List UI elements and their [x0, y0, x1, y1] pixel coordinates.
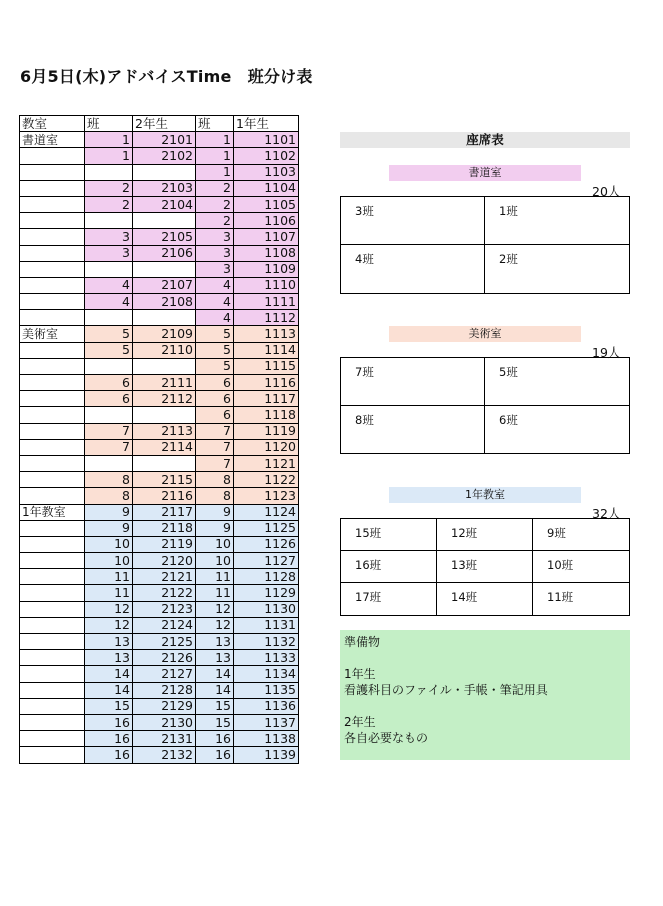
room-cell [20, 245, 85, 261]
grade2-group-cell: 8 [85, 488, 133, 504]
grade1-student-cell: 1123 [234, 488, 299, 504]
seat-group-cell: 9班 [533, 519, 629, 551]
grade2-student-cell: 2118 [133, 520, 196, 536]
room-cell [20, 294, 85, 310]
grade1-group-cell: 2 [196, 180, 234, 196]
room-cell [20, 164, 85, 180]
grade2-group-cell: 16 [85, 747, 133, 763]
room-cell [20, 601, 85, 617]
grade1-group-cell: 14 [196, 666, 234, 682]
grade2-group-cell: 7 [85, 439, 133, 455]
grade1-student-cell: 1131 [234, 617, 299, 633]
grade1-group-cell: 4 [196, 310, 234, 326]
table-header-row [20, 116, 299, 132]
table-row [20, 148, 299, 164]
grade2-student-cell: 2105 [133, 229, 196, 245]
grade1-group-cell: 13 [196, 634, 234, 650]
seat-group-cell: 17班 [341, 583, 437, 615]
table-row [20, 585, 299, 601]
grade1-student-cell: 1120 [234, 439, 299, 455]
room-cell [20, 148, 85, 164]
grade1-student-cell: 1122 [234, 472, 299, 488]
room-cell [20, 747, 85, 763]
grade2-student-cell: 2123 [133, 601, 196, 617]
grade1-student-cell: 1117 [234, 391, 299, 407]
grade1-group-cell: 11 [196, 569, 234, 585]
grade1-student-cell: 1137 [234, 714, 299, 730]
grade1-group-cell: 9 [196, 504, 234, 520]
grade2-group-cell: 7 [85, 423, 133, 439]
preparation-heading: 準備物 [344, 635, 381, 649]
grade1-group-cell: 12 [196, 601, 234, 617]
grade1-student-cell: 1136 [234, 698, 299, 714]
grade2-group-cell: 10 [85, 536, 133, 552]
room-cell [20, 342, 85, 358]
room-cell [20, 358, 85, 374]
grade1-group-cell: 14 [196, 682, 234, 698]
table-row [20, 261, 299, 277]
grade2-group-cell [85, 455, 133, 471]
grade2-student-cell: 2103 [133, 180, 196, 196]
header-grade-1: 1年生 [234, 116, 299, 132]
grade1-group-cell: 5 [196, 358, 234, 374]
grade1-group-cell: 2 [196, 213, 234, 229]
grade2-group-cell: 6 [85, 375, 133, 391]
grade1-group-cell: 4 [196, 277, 234, 293]
seat-group-cell: 14班 [437, 583, 533, 615]
grade1-student-cell: 1103 [234, 164, 299, 180]
grade2-student-cell: 2121 [133, 569, 196, 585]
grade1-student-cell: 1104 [234, 180, 299, 196]
grade1-student-cell: 1125 [234, 520, 299, 536]
grade2-group-cell: 1 [85, 148, 133, 164]
grade2-student-cell: 2126 [133, 650, 196, 666]
seat-group-cell: 8班 [341, 406, 485, 454]
grade2-student-cell: 2116 [133, 488, 196, 504]
seating-grid-shodo [340, 196, 630, 294]
grade1-label: 1年生 [344, 667, 376, 681]
table-row [20, 472, 299, 488]
room-cell [20, 277, 85, 293]
grade2-group-cell: 3 [85, 245, 133, 261]
grade2-student-cell [133, 261, 196, 277]
room-cell [20, 650, 85, 666]
room-banner-shodo: 書道室 [389, 165, 581, 181]
table-row [20, 407, 299, 423]
grade2-student-cell: 2122 [133, 585, 196, 601]
grade2-group-cell: 2 [85, 196, 133, 212]
room-cell: 書道室 [20, 132, 85, 148]
grade1-student-cell: 1126 [234, 536, 299, 552]
table-row [20, 553, 299, 569]
grade2-student-cell: 2124 [133, 617, 196, 633]
grade2-group-cell: 3 [85, 229, 133, 245]
grade2-student-cell [133, 310, 196, 326]
table-row [20, 634, 299, 650]
grade2-group-cell: 16 [85, 731, 133, 747]
grade2-group-cell: 9 [85, 520, 133, 536]
seating-grid-bijutsu [340, 357, 630, 454]
grade2-student-cell: 2109 [133, 326, 196, 342]
table-row [20, 617, 299, 633]
seat-group-cell: 4班 [341, 245, 485, 293]
room-cell [20, 439, 85, 455]
seat-group-cell: 3班 [341, 197, 485, 245]
grade2-student-cell: 2127 [133, 666, 196, 682]
grade2-student-cell: 2125 [133, 634, 196, 650]
grade1-student-cell: 1110 [234, 277, 299, 293]
seating-chart-title: 座席表 [340, 132, 630, 148]
grade1-group-cell: 16 [196, 747, 234, 763]
grade1-group-cell: 5 [196, 342, 234, 358]
table-row [20, 294, 299, 310]
room-cell [20, 472, 85, 488]
room-cell [20, 196, 85, 212]
table-row [20, 731, 299, 747]
room-cell [20, 407, 85, 423]
grade2-group-cell: 15 [85, 698, 133, 714]
grade2-group-cell [85, 164, 133, 180]
room-cell [20, 375, 85, 391]
grade2-student-cell: 2108 [133, 294, 196, 310]
table-row [20, 439, 299, 455]
room-cell [20, 569, 85, 585]
grade2-student-cell: 2115 [133, 472, 196, 488]
table-row [20, 358, 299, 374]
grade1-student-cell: 1113 [234, 326, 299, 342]
room-cell [20, 180, 85, 196]
grade2-group-cell: 5 [85, 326, 133, 342]
room-cell [20, 261, 85, 277]
grade2-student-cell: 2111 [133, 375, 196, 391]
grade2-group-cell [85, 310, 133, 326]
grade2-group-cell: 13 [85, 634, 133, 650]
table-row [20, 326, 299, 342]
table-row [20, 132, 299, 148]
grade2-student-cell: 2128 [133, 682, 196, 698]
table-row [20, 569, 299, 585]
seat-group-cell: 16班 [341, 551, 437, 583]
room-cell [20, 391, 85, 407]
seat-group-cell: 15班 [341, 519, 437, 551]
grade2-student-cell: 2110 [133, 342, 196, 358]
room-cell [20, 488, 85, 504]
room-cell [20, 229, 85, 245]
grade1-items: 看護科目のファイル・手帳・筆記用具 [344, 683, 548, 697]
grade1-student-cell: 1111 [234, 294, 299, 310]
grade1-group-cell: 3 [196, 245, 234, 261]
header-grade-2: 2年生 [133, 116, 196, 132]
seat-group-cell: 1班 [485, 197, 629, 245]
table-row [20, 342, 299, 358]
grade1-student-cell: 1112 [234, 310, 299, 326]
grade1-group-cell: 10 [196, 553, 234, 569]
grade2-group-cell: 11 [85, 585, 133, 601]
grade1-student-cell: 1138 [234, 731, 299, 747]
grade2-group-cell: 2 [85, 180, 133, 196]
table-row [20, 601, 299, 617]
preparation-box [340, 630, 630, 760]
grade1-student-cell: 1124 [234, 504, 299, 520]
grade1-group-cell: 8 [196, 488, 234, 504]
grade1-group-cell: 6 [196, 391, 234, 407]
grade1-student-cell: 1118 [234, 407, 299, 423]
table-row [20, 682, 299, 698]
room-cell [20, 682, 85, 698]
grade2-student-cell [133, 164, 196, 180]
table-row [20, 536, 299, 552]
table-row [20, 488, 299, 504]
grade1-student-cell: 1101 [234, 132, 299, 148]
grade2-group-cell: 12 [85, 617, 133, 633]
grade1-group-cell: 1 [196, 164, 234, 180]
room-cell: 1年教室 [20, 504, 85, 520]
grade1-group-cell: 13 [196, 650, 234, 666]
seat-group-cell: 13班 [437, 551, 533, 583]
grade1-student-cell: 1135 [234, 682, 299, 698]
grade2-student-cell: 2117 [133, 504, 196, 520]
grade1-group-cell: 6 [196, 407, 234, 423]
seat-group-cell: 7班 [341, 358, 485, 406]
seat-group-cell: 12班 [437, 519, 533, 551]
grade1-group-cell: 9 [196, 520, 234, 536]
header-room: 教室 [20, 116, 85, 132]
table-row [20, 650, 299, 666]
grade2-student-cell: 2107 [133, 277, 196, 293]
table-row [20, 245, 299, 261]
grade2-group-cell: 14 [85, 666, 133, 682]
grade2-group-cell: 10 [85, 553, 133, 569]
grade2-student-cell: 2113 [133, 423, 196, 439]
room-cell [20, 617, 85, 633]
room-cell [20, 423, 85, 439]
grade2-group-cell: 11 [85, 569, 133, 585]
grade2-group-cell: 6 [85, 391, 133, 407]
table-row [20, 229, 299, 245]
grade1-student-cell: 1129 [234, 585, 299, 601]
room-banner-classroom: 1年教室 [389, 487, 581, 503]
grade1-group-cell: 4 [196, 294, 234, 310]
grade1-group-cell: 7 [196, 439, 234, 455]
grade1-student-cell: 1107 [234, 229, 299, 245]
table-row [20, 277, 299, 293]
grade1-student-cell: 1133 [234, 650, 299, 666]
room-cell [20, 585, 85, 601]
header-group-2: 班 [85, 116, 133, 132]
room-count-classroom: 32人 [592, 506, 621, 521]
room-cell [20, 553, 85, 569]
grade2-group-cell [85, 358, 133, 374]
group-table [19, 115, 299, 764]
table-row [20, 423, 299, 439]
grade2-group-cell [85, 213, 133, 229]
table-row [20, 714, 299, 730]
grade2-student-cell: 2112 [133, 391, 196, 407]
grade2-student-cell: 2119 [133, 536, 196, 552]
grade2-student-cell: 2132 [133, 747, 196, 763]
grade1-student-cell: 1130 [234, 601, 299, 617]
grade2-group-cell: 9 [85, 504, 133, 520]
grade1-student-cell: 1139 [234, 747, 299, 763]
room-cell [20, 213, 85, 229]
grade2-student-cell: 2104 [133, 196, 196, 212]
grade1-student-cell: 1121 [234, 455, 299, 471]
grade1-student-cell: 1119 [234, 423, 299, 439]
table-row [20, 213, 299, 229]
grade1-group-cell: 15 [196, 698, 234, 714]
grade2-group-cell: 4 [85, 294, 133, 310]
room-count-shodo: 20人 [592, 184, 621, 199]
grade2-group-cell: 12 [85, 601, 133, 617]
grade1-student-cell: 1102 [234, 148, 299, 164]
room-cell [20, 698, 85, 714]
grade1-student-cell: 1108 [234, 245, 299, 261]
table-row [20, 666, 299, 682]
grade1-group-cell: 11 [196, 585, 234, 601]
table-row [20, 310, 299, 326]
grade2-student-cell [133, 455, 196, 471]
grade1-student-cell: 1127 [234, 553, 299, 569]
grade1-group-cell: 5 [196, 326, 234, 342]
table-row [20, 164, 299, 180]
seat-group-cell: 11班 [547, 590, 574, 604]
grade1-group-cell: 6 [196, 375, 234, 391]
room-cell [20, 634, 85, 650]
grade1-group-cell: 12 [196, 617, 234, 633]
grade1-group-cell: 3 [196, 229, 234, 245]
room-banner-bijutsu: 美術室 [389, 326, 581, 342]
table-row [20, 698, 299, 714]
grade1-student-cell: 1116 [234, 375, 299, 391]
grade1-student-cell: 1115 [234, 358, 299, 374]
grade1-student-cell: 1114 [234, 342, 299, 358]
grade2-student-cell: 2114 [133, 439, 196, 455]
grade2-student-cell [133, 213, 196, 229]
grade2-student-cell: 2106 [133, 245, 196, 261]
table-row [20, 747, 299, 763]
room-cell [20, 714, 85, 730]
grade1-group-cell: 16 [196, 731, 234, 747]
grade1-student-cell: 1128 [234, 569, 299, 585]
grade1-student-cell: 1134 [234, 666, 299, 682]
grade1-group-cell: 8 [196, 472, 234, 488]
room-count-bijutsu: 19人 [592, 345, 621, 360]
room-cell [20, 310, 85, 326]
table-row [20, 375, 299, 391]
grade2-student-cell: 2130 [133, 714, 196, 730]
grade2-student-cell: 2101 [133, 132, 196, 148]
table-row [20, 504, 299, 520]
seat-group-cell: 6班 [499, 412, 518, 427]
grade2-items: 各自必要なもの [344, 731, 429, 745]
seating-grid-classroom [340, 518, 630, 616]
grade2-group-cell [85, 261, 133, 277]
grade2-group-cell: 8 [85, 472, 133, 488]
table-row [20, 455, 299, 471]
grade2-student-cell [133, 407, 196, 423]
grade1-group-cell: 10 [196, 536, 234, 552]
grade1-group-cell: 1 [196, 132, 234, 148]
grade2-student-cell: 2131 [133, 731, 196, 747]
room-cell [20, 536, 85, 552]
grade2-group-cell: 13 [85, 650, 133, 666]
grade2-student-cell: 2102 [133, 148, 196, 164]
grade2-student-cell [133, 358, 196, 374]
room-cell [20, 666, 85, 682]
grade1-group-cell: 15 [196, 714, 234, 730]
grade1-student-cell: 1106 [234, 213, 299, 229]
room-cell [20, 731, 85, 747]
grade1-student-cell: 1132 [234, 634, 299, 650]
seat-group-cell: 5班 [485, 358, 629, 406]
table-row [20, 520, 299, 536]
grade2-group-cell: 1 [85, 132, 133, 148]
grade2-group-cell: 4 [85, 277, 133, 293]
grade2-group-cell: 14 [85, 682, 133, 698]
table-row [20, 180, 299, 196]
room-cell [20, 455, 85, 471]
grade1-student-cell: 1105 [234, 196, 299, 212]
table-row [20, 391, 299, 407]
grade1-group-cell: 7 [196, 455, 234, 471]
grade1-group-cell: 3 [196, 261, 234, 277]
grade1-group-cell: 2 [196, 196, 234, 212]
seat-group-cell: 10班 [533, 551, 629, 583]
grade2-student-cell: 2120 [133, 553, 196, 569]
seat-group-cell: 2班 [499, 252, 518, 266]
grade2-group-cell [85, 407, 133, 423]
grade2-group-cell: 16 [85, 714, 133, 730]
grade2-group-cell: 5 [85, 342, 133, 358]
grade1-group-cell: 7 [196, 423, 234, 439]
room-cell [20, 520, 85, 536]
header-group-1: 班 [196, 116, 234, 132]
page-title: 6月5日(木)アドバイスTime 班分け表 [20, 67, 313, 86]
grade2-student-cell: 2129 [133, 698, 196, 714]
room-cell: 美術室 [20, 326, 85, 342]
grade2-label: 2年生 [344, 715, 376, 729]
table-row [20, 196, 299, 212]
grade1-group-cell: 1 [196, 148, 234, 164]
grade1-student-cell: 1109 [234, 261, 299, 277]
